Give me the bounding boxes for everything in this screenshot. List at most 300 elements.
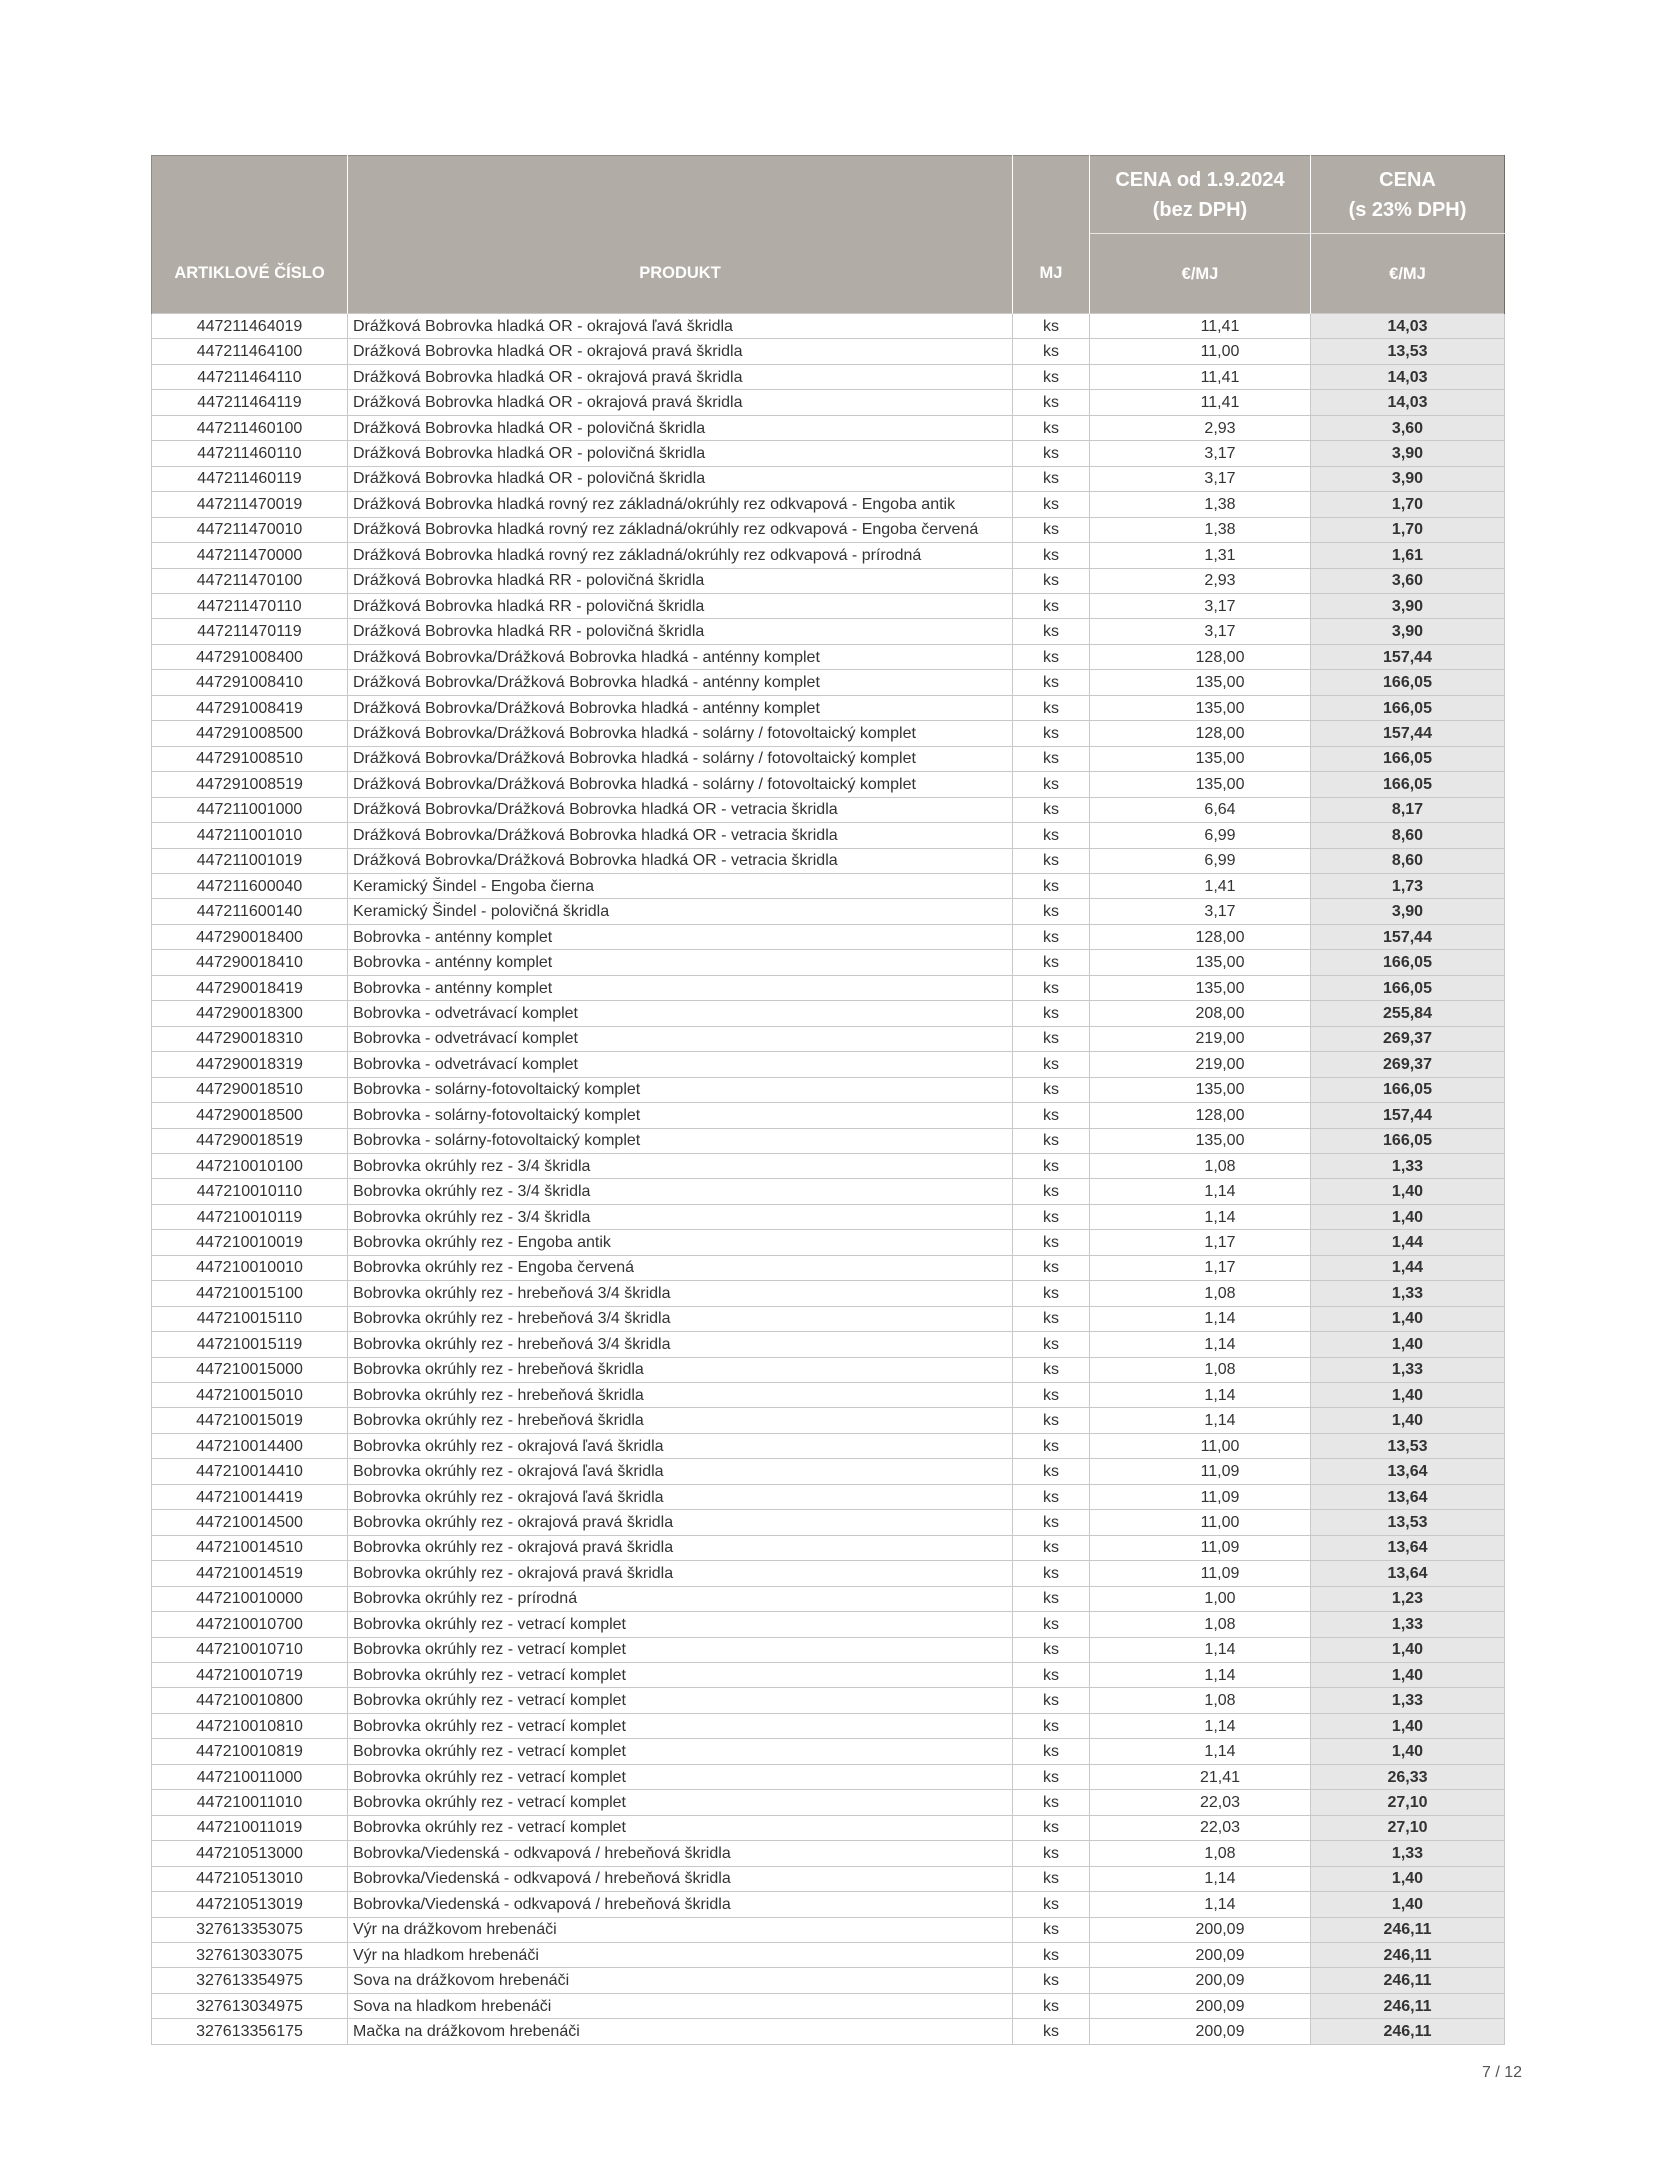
product-name-cell: Drážková Bobrovka hladká OR - polovičná škridla: [348, 466, 1013, 491]
price-cell: 2,93: [1090, 415, 1311, 440]
article-number-cell: 447210011000: [152, 1764, 348, 1789]
price-with-vat-cell: 3,90: [1311, 899, 1505, 924]
table-row: [152, 950, 1505, 975]
price-with-vat-cell: 1,40: [1311, 1892, 1505, 1917]
product-name-cell: Bobrovka - solárny-fotovoltaický komplet: [348, 1077, 1013, 1102]
price-cell: 1,14: [1090, 1663, 1311, 1688]
price-with-vat-cell: 246,11: [1311, 1993, 1505, 2018]
header-price-title-line1: CENA od 1.9.2024: [1115, 168, 1285, 191]
unit-cell: ks: [1013, 1001, 1090, 1026]
unit-cell: ks: [1013, 1230, 1090, 1255]
table-row: [152, 1943, 1505, 1968]
unit-cell: ks: [1013, 797, 1090, 822]
price-cell: 22,03: [1090, 1815, 1311, 1840]
unit-cell: ks: [1013, 1764, 1090, 1789]
article-number-cell: 447210010800: [152, 1688, 348, 1713]
table-row: [152, 1204, 1505, 1229]
unit-cell: ks: [1013, 772, 1090, 797]
unit-cell: ks: [1013, 619, 1090, 644]
table-row: [152, 1968, 1505, 1993]
unit-cell: ks: [1013, 924, 1090, 949]
product-name-cell: Drážková Bobrovka hladká RR - polovičná škridla: [348, 593, 1013, 618]
product-name-cell: Drážková Bobrovka hladká RR - polovičná škridla: [348, 568, 1013, 593]
product-name-cell: Bobrovka okrúhly rez - prírodná: [348, 1586, 1013, 1611]
table-row: [152, 1408, 1505, 1433]
article-number-cell: 447211470100: [152, 568, 348, 593]
table-row: [152, 1561, 1505, 1586]
unit-cell: ks: [1013, 1433, 1090, 1458]
table-row: [152, 339, 1505, 364]
product-name-cell: Drážková Bobrovka hladká rovný rez základná/okrúhly rez odkvapová - Engoba antik: [348, 492, 1013, 517]
product-name-cell: Drážková Bobrovka/Drážková Bobrovka hladká - anténny komplet: [348, 670, 1013, 695]
price-cell: 6,64: [1090, 797, 1311, 822]
price-cell: 1,38: [1090, 492, 1311, 517]
unit-cell: ks: [1013, 899, 1090, 924]
product-name-cell: Drážková Bobrovka hladká OR - okrajová ľavá škridla: [348, 314, 1013, 339]
product-name-cell: Keramický Šindel - polovičná škridla: [348, 899, 1013, 924]
article-number-cell: 447210010119: [152, 1204, 348, 1229]
price-cell: 200,09: [1090, 1943, 1311, 1968]
header-price-vat-title-line2: (s 23% DPH): [1348, 198, 1467, 221]
price-cell: 135,00: [1090, 1128, 1311, 1153]
article-number-cell: 447210015000: [152, 1357, 348, 1382]
price-with-vat-cell: 157,44: [1311, 721, 1505, 746]
price-cell: 1,17: [1090, 1255, 1311, 1280]
table-row: [152, 772, 1505, 797]
table-row: [152, 1688, 1505, 1713]
unit-cell: ks: [1013, 1153, 1090, 1178]
product-name-cell: Drážková Bobrovka hladká RR - polovičná škridla: [348, 619, 1013, 644]
price-cell: 1,14: [1090, 1383, 1311, 1408]
table-row: [152, 975, 1505, 1000]
price-with-vat-cell: 1,33: [1311, 1688, 1505, 1713]
product-name-cell: Bobrovka okrúhly rez - hrebeňová 3/4 škridla: [348, 1332, 1013, 1357]
product-name-cell: Bobrovka okrúhly rez - okrajová ľavá škridla: [348, 1484, 1013, 1509]
article-number-cell: 447211001019: [152, 848, 348, 873]
page-number: 7 / 12: [1481, 2064, 1522, 2081]
price-with-vat-cell: 1,33: [1311, 1281, 1505, 1306]
price-cell: 11,41: [1090, 314, 1311, 339]
price-with-vat-cell: 13,64: [1311, 1561, 1505, 1586]
header-article-number: ARTIKLOVÉ ČÍSLO: [152, 156, 348, 314]
table-row: [152, 1637, 1505, 1662]
table-row: [152, 1484, 1505, 1509]
table-row: [152, 1128, 1505, 1153]
article-number-cell: 447290018510: [152, 1077, 348, 1102]
product-name-cell: Bobrovka okrúhly rez - Engoba červená: [348, 1255, 1013, 1280]
table-row: [152, 1586, 1505, 1611]
product-name-cell: Bobrovka okrúhly rez - okrajová pravá škridla: [348, 1535, 1013, 1560]
table-row: [152, 1383, 1505, 1408]
table-row: [152, 1917, 1505, 1942]
price-with-vat-cell: 26,33: [1311, 1764, 1505, 1789]
product-name-cell: Drážková Bobrovka hladká OR - okrajová pravá škridla: [348, 364, 1013, 389]
product-name-cell: Sova na hladkom hrebenáči: [348, 1993, 1013, 2018]
table-row: [152, 517, 1505, 542]
price-with-vat-cell: 27,10: [1311, 1815, 1505, 1840]
table-row: [152, 314, 1505, 339]
price-with-vat-cell: 255,84: [1311, 1001, 1505, 1026]
product-name-cell: Keramický Šindel - Engoba čierna: [348, 873, 1013, 898]
table-row: [152, 695, 1505, 720]
price-with-vat-cell: 157,44: [1311, 924, 1505, 949]
table-row: [152, 1815, 1505, 1840]
product-name-cell: Drážková Bobrovka/Drážková Bobrovka hladká - anténny komplet: [348, 644, 1013, 669]
product-name-cell: Bobrovka - odvetrávací komplet: [348, 1001, 1013, 1026]
product-name-cell: Bobrovka - solárny-fotovoltaický komplet: [348, 1128, 1013, 1153]
unit-cell: ks: [1013, 1663, 1090, 1688]
unit-cell: ks: [1013, 823, 1090, 848]
article-number-cell: 447211470010: [152, 517, 348, 542]
price-cell: 11,00: [1090, 339, 1311, 364]
product-name-cell: Bobrovka - anténny komplet: [348, 950, 1013, 975]
price-with-vat-cell: 13,53: [1311, 1510, 1505, 1535]
price-with-vat-cell: 246,11: [1311, 2019, 1505, 2044]
product-name-cell: Drážková Bobrovka/Drážková Bobrovka hladká - solárny / fotovoltaický komplet: [348, 746, 1013, 771]
price-with-vat-cell: 157,44: [1311, 644, 1505, 669]
product-name-cell: Bobrovka okrúhly rez - vetrací komplet: [348, 1764, 1013, 1789]
unit-cell: ks: [1013, 746, 1090, 771]
price-cell: 1,14: [1090, 1179, 1311, 1204]
unit-cell: ks: [1013, 415, 1090, 440]
table-row: [152, 441, 1505, 466]
table-row: [152, 1052, 1505, 1077]
price-cell: 135,00: [1090, 975, 1311, 1000]
price-cell: 6,99: [1090, 848, 1311, 873]
price-cell: 135,00: [1090, 950, 1311, 975]
price-cell: 1,00: [1090, 1586, 1311, 1611]
unit-cell: ks: [1013, 390, 1090, 415]
table-row: [152, 644, 1505, 669]
price-with-vat-cell: 166,05: [1311, 1077, 1505, 1102]
unit-cell: ks: [1013, 1968, 1090, 1993]
product-name-cell: Drážková Bobrovka hladká rovný rez základná/okrúhly rez odkvapová - prírodná: [348, 543, 1013, 568]
header-price-unit: €/MJ: [1090, 234, 1311, 314]
unit-cell: ks: [1013, 1179, 1090, 1204]
article-number-cell: 447211464119: [152, 390, 348, 415]
table-row: [152, 1892, 1505, 1917]
table-row: [152, 1535, 1505, 1560]
table-row: [152, 1255, 1505, 1280]
price-with-vat-cell: 246,11: [1311, 1943, 1505, 1968]
table-row: [152, 1281, 1505, 1306]
price-cell: 1,08: [1090, 1612, 1311, 1637]
article-number-cell: 447210010100: [152, 1153, 348, 1178]
price-cell: 135,00: [1090, 772, 1311, 797]
price-with-vat-cell: 14,03: [1311, 390, 1505, 415]
unit-cell: ks: [1013, 1790, 1090, 1815]
article-number-cell: 447211464110: [152, 364, 348, 389]
table-row: [152, 1866, 1505, 1891]
article-number-cell: 447211001010: [152, 823, 348, 848]
price-cell: 11,09: [1090, 1561, 1311, 1586]
header-row-titles: [152, 156, 1505, 234]
table-row: [152, 1230, 1505, 1255]
article-number-cell: 447290018519: [152, 1128, 348, 1153]
product-name-cell: Bobrovka okrúhly rez - vetrací komplet: [348, 1739, 1013, 1764]
product-name-cell: Bobrovka okrúhly rez - hrebeňová škridla: [348, 1357, 1013, 1382]
article-number-cell: 447291008410: [152, 670, 348, 695]
article-number-cell: 447211600040: [152, 873, 348, 898]
header-price-vat-unit: €/MJ: [1311, 234, 1505, 314]
product-name-cell: Drážková Bobrovka/Drážková Bobrovka hladká OR - vetracia škridla: [348, 823, 1013, 848]
product-name-cell: Bobrovka okrúhly rez - Engoba antik: [348, 1230, 1013, 1255]
price-with-vat-cell: 1,40: [1311, 1383, 1505, 1408]
article-number-cell: 447211470119: [152, 619, 348, 644]
article-number-cell: 327613033075: [152, 1943, 348, 1968]
price-cell: 22,03: [1090, 1790, 1311, 1815]
price-with-vat-cell: 13,53: [1311, 1433, 1505, 1458]
product-name-cell: Bobrovka okrúhly rez - okrajová ľavá škridla: [348, 1433, 1013, 1458]
price-with-vat-cell: 166,05: [1311, 695, 1505, 720]
price-with-vat-cell: 8,60: [1311, 848, 1505, 873]
table-row: [152, 619, 1505, 644]
price-cell: 1,14: [1090, 1204, 1311, 1229]
unit-cell: ks: [1013, 1713, 1090, 1738]
table-row: [152, 746, 1505, 771]
article-number-cell: 447210014519: [152, 1561, 348, 1586]
article-number-cell: 447211001000: [152, 797, 348, 822]
unit-cell: ks: [1013, 593, 1090, 618]
price-with-vat-cell: 166,05: [1311, 670, 1505, 695]
article-number-cell: 447210010719: [152, 1663, 348, 1688]
price-with-vat-cell: 1,40: [1311, 1332, 1505, 1357]
article-number-cell: 447210014419: [152, 1484, 348, 1509]
price-cell: 11,00: [1090, 1510, 1311, 1535]
article-number-cell: 447210015110: [152, 1306, 348, 1331]
product-name-cell: Bobrovka okrúhly rez - vetrací komplet: [348, 1815, 1013, 1840]
article-number-cell: 447210513010: [152, 1866, 348, 1891]
unit-cell: ks: [1013, 1561, 1090, 1586]
table-row: [152, 1001, 1505, 1026]
product-name-cell: Bobrovka - odvetrávací komplet: [348, 1026, 1013, 1051]
unit-cell: ks: [1013, 441, 1090, 466]
unit-cell: ks: [1013, 1815, 1090, 1840]
product-name-cell: Bobrovka okrúhly rez - hrebeňová 3/4 škridla: [348, 1306, 1013, 1331]
table-row: [152, 797, 1505, 822]
unit-cell: ks: [1013, 492, 1090, 517]
article-number-cell: 447211470019: [152, 492, 348, 517]
article-number-cell: 447211470000: [152, 543, 348, 568]
price-with-vat-cell: 13,64: [1311, 1535, 1505, 1560]
price-with-vat-cell: 166,05: [1311, 975, 1505, 1000]
product-name-cell: Bobrovka okrúhly rez - 3/4 škridla: [348, 1179, 1013, 1204]
price-with-vat-cell: 13,53: [1311, 339, 1505, 364]
unit-cell: ks: [1013, 1408, 1090, 1433]
price-cell: 128,00: [1090, 1103, 1311, 1128]
product-name-cell: Drážková Bobrovka hladká OR - okrajová pravá škridla: [348, 339, 1013, 364]
table-row: [152, 1459, 1505, 1484]
price-with-vat-cell: 14,03: [1311, 364, 1505, 389]
table-row: [152, 1357, 1505, 1382]
article-number-cell: 447210015100: [152, 1281, 348, 1306]
table-row: [152, 2019, 1505, 2044]
unit-cell: ks: [1013, 1688, 1090, 1713]
unit-cell: ks: [1013, 1204, 1090, 1229]
table-row: [152, 721, 1505, 746]
price-with-vat-cell: 157,44: [1311, 1103, 1505, 1128]
price-with-vat-cell: 1,33: [1311, 1612, 1505, 1637]
article-number-cell: 447210014510: [152, 1535, 348, 1560]
price-cell: 200,09: [1090, 2019, 1311, 2044]
price-with-vat-cell: 1,33: [1311, 1841, 1505, 1866]
article-number-cell: 447291008400: [152, 644, 348, 669]
table-row: [152, 1510, 1505, 1535]
article-number-cell: 447210513019: [152, 1892, 348, 1917]
product-name-cell: Bobrovka - anténny komplet: [348, 924, 1013, 949]
article-number-cell: 447211470110: [152, 593, 348, 618]
article-number-cell: 327613356175: [152, 2019, 348, 2044]
unit-cell: ks: [1013, 1739, 1090, 1764]
price-cell: 1,41: [1090, 873, 1311, 898]
price-with-vat-cell: 3,60: [1311, 415, 1505, 440]
price-with-vat-cell: 166,05: [1311, 772, 1505, 797]
article-number-cell: 447291008419: [152, 695, 348, 720]
header-price-title-line2: (bez DPH): [1152, 198, 1248, 221]
price-cell: 3,17: [1090, 619, 1311, 644]
article-number-cell: 327613353075: [152, 1917, 348, 1942]
table-row: [152, 492, 1505, 517]
price-cell: 1,14: [1090, 1408, 1311, 1433]
product-name-cell: Výr na hladkom hrebenáči: [348, 1943, 1013, 1968]
product-name-cell: Bobrovka okrúhly rez - hrebeňová škridla: [348, 1408, 1013, 1433]
price-cell: 1,14: [1090, 1637, 1311, 1662]
unit-cell: ks: [1013, 1535, 1090, 1560]
article-number-cell: 447210010110: [152, 1179, 348, 1204]
price-with-vat-cell: 1,44: [1311, 1230, 1505, 1255]
price-cell: 128,00: [1090, 644, 1311, 669]
header-price-vat-title: [1311, 156, 1505, 234]
article-number-cell: 327613034975: [152, 1993, 348, 2018]
article-number-cell: 447290018400: [152, 924, 348, 949]
unit-cell: ks: [1013, 1993, 1090, 2018]
price-cell: 1,08: [1090, 1688, 1311, 1713]
price-cell: 128,00: [1090, 721, 1311, 746]
product-name-cell: Drážková Bobrovka hladká OR - polovičná škridla: [348, 415, 1013, 440]
product-name-cell: Bobrovka - anténny komplet: [348, 975, 1013, 1000]
unit-cell: ks: [1013, 466, 1090, 491]
article-number-cell: 447210014500: [152, 1510, 348, 1535]
price-cell: 135,00: [1090, 746, 1311, 771]
price-with-vat-cell: 1,70: [1311, 517, 1505, 542]
article-number-cell: 447210010710: [152, 1637, 348, 1662]
unit-cell: ks: [1013, 1103, 1090, 1128]
unit-cell: ks: [1013, 1357, 1090, 1382]
unit-cell: ks: [1013, 1332, 1090, 1357]
price-with-vat-cell: 1,73: [1311, 873, 1505, 898]
price-cell: 1,38: [1090, 517, 1311, 542]
article-number-cell: 447211460110: [152, 441, 348, 466]
price-with-vat-cell: 1,40: [1311, 1408, 1505, 1433]
price-cell: 11,00: [1090, 1433, 1311, 1458]
table-row: [152, 924, 1505, 949]
unit-cell: ks: [1013, 314, 1090, 339]
article-number-cell: 447210015010: [152, 1383, 348, 1408]
unit-cell: ks: [1013, 1917, 1090, 1942]
price-cell: 3,17: [1090, 593, 1311, 618]
price-with-vat-cell: 13,64: [1311, 1484, 1505, 1509]
price-with-vat-cell: 3,90: [1311, 441, 1505, 466]
unit-cell: ks: [1013, 364, 1090, 389]
article-number-cell: 447211464100: [152, 339, 348, 364]
table-row: [152, 1179, 1505, 1204]
product-name-cell: Drážková Bobrovka/Drážková Bobrovka hladká - solárny / fotovoltaický komplet: [348, 721, 1013, 746]
article-number-cell: 447210015019: [152, 1408, 348, 1433]
article-number-cell: 447211460119: [152, 466, 348, 491]
price-with-vat-cell: 1,44: [1311, 1255, 1505, 1280]
price-cell: 128,00: [1090, 924, 1311, 949]
article-number-cell: 447210010000: [152, 1586, 348, 1611]
article-number-cell: 447291008510: [152, 746, 348, 771]
article-number-cell: 447290018319: [152, 1052, 348, 1077]
table-row: [152, 1841, 1505, 1866]
unit-cell: ks: [1013, 1637, 1090, 1662]
table-row: [152, 364, 1505, 389]
article-number-cell: 447210010019: [152, 1230, 348, 1255]
table-row: [152, 1103, 1505, 1128]
product-name-cell: Bobrovka/Viedenská - odkvapová / hrebeňová škridla: [348, 1892, 1013, 1917]
table-row: [152, 1790, 1505, 1815]
price-with-vat-cell: 1,40: [1311, 1713, 1505, 1738]
unit-cell: ks: [1013, 1281, 1090, 1306]
unit-cell: ks: [1013, 873, 1090, 898]
price-with-vat-cell: 269,37: [1311, 1052, 1505, 1077]
price-with-vat-cell: 1,40: [1311, 1179, 1505, 1204]
product-name-cell: Bobrovka okrúhly rez - okrajová ľavá škridla: [348, 1459, 1013, 1484]
unit-cell: ks: [1013, 1841, 1090, 1866]
price-cell: 219,00: [1090, 1026, 1311, 1051]
unit-cell: ks: [1013, 950, 1090, 975]
price-cell: 1,14: [1090, 1892, 1311, 1917]
article-number-cell: 327613354975: [152, 1968, 348, 1993]
product-name-cell: Bobrovka okrúhly rez - 3/4 škridla: [348, 1204, 1013, 1229]
price-cell: 1,14: [1090, 1332, 1311, 1357]
article-number-cell: 447211600140: [152, 899, 348, 924]
article-number-cell: 447210014400: [152, 1433, 348, 1458]
price-with-vat-cell: 1,40: [1311, 1739, 1505, 1764]
article-number-cell: 447210513000: [152, 1841, 348, 1866]
article-number-cell: 447290018419: [152, 975, 348, 1000]
article-number-cell: 447210011019: [152, 1815, 348, 1840]
price-cell: 6,99: [1090, 823, 1311, 848]
unit-cell: ks: [1013, 1128, 1090, 1153]
price-cell: 3,17: [1090, 441, 1311, 466]
table-row: [152, 415, 1505, 440]
price-cell: 3,17: [1090, 899, 1311, 924]
unit-cell: ks: [1013, 721, 1090, 746]
unit-cell: ks: [1013, 1586, 1090, 1611]
table-header: [152, 156, 1505, 314]
article-number-cell: 447290018300: [152, 1001, 348, 1026]
unit-cell: ks: [1013, 1943, 1090, 1968]
price-with-vat-cell: 246,11: [1311, 1917, 1505, 1942]
price-with-vat-cell: 8,60: [1311, 823, 1505, 848]
product-name-cell: Mačka na drážkovom hrebenáči: [348, 2019, 1013, 2044]
unit-cell: ks: [1013, 1077, 1090, 1102]
article-number-cell: 447210010700: [152, 1612, 348, 1637]
unit-cell: ks: [1013, 1892, 1090, 1917]
table-row: [152, 670, 1505, 695]
product-name-cell: Výr na drážkovom hrebenáči: [348, 1917, 1013, 1942]
table-row: [152, 543, 1505, 568]
price-with-vat-cell: 8,17: [1311, 797, 1505, 822]
table-row: [152, 848, 1505, 873]
unit-cell: ks: [1013, 1612, 1090, 1637]
table-row: [152, 823, 1505, 848]
product-name-cell: Bobrovka okrúhly rez - 3/4 škridla: [348, 1153, 1013, 1178]
product-name-cell: Drážková Bobrovka hladká rovný rez základná/okrúhly rez odkvapová - Engoba červená: [348, 517, 1013, 542]
unit-cell: ks: [1013, 695, 1090, 720]
